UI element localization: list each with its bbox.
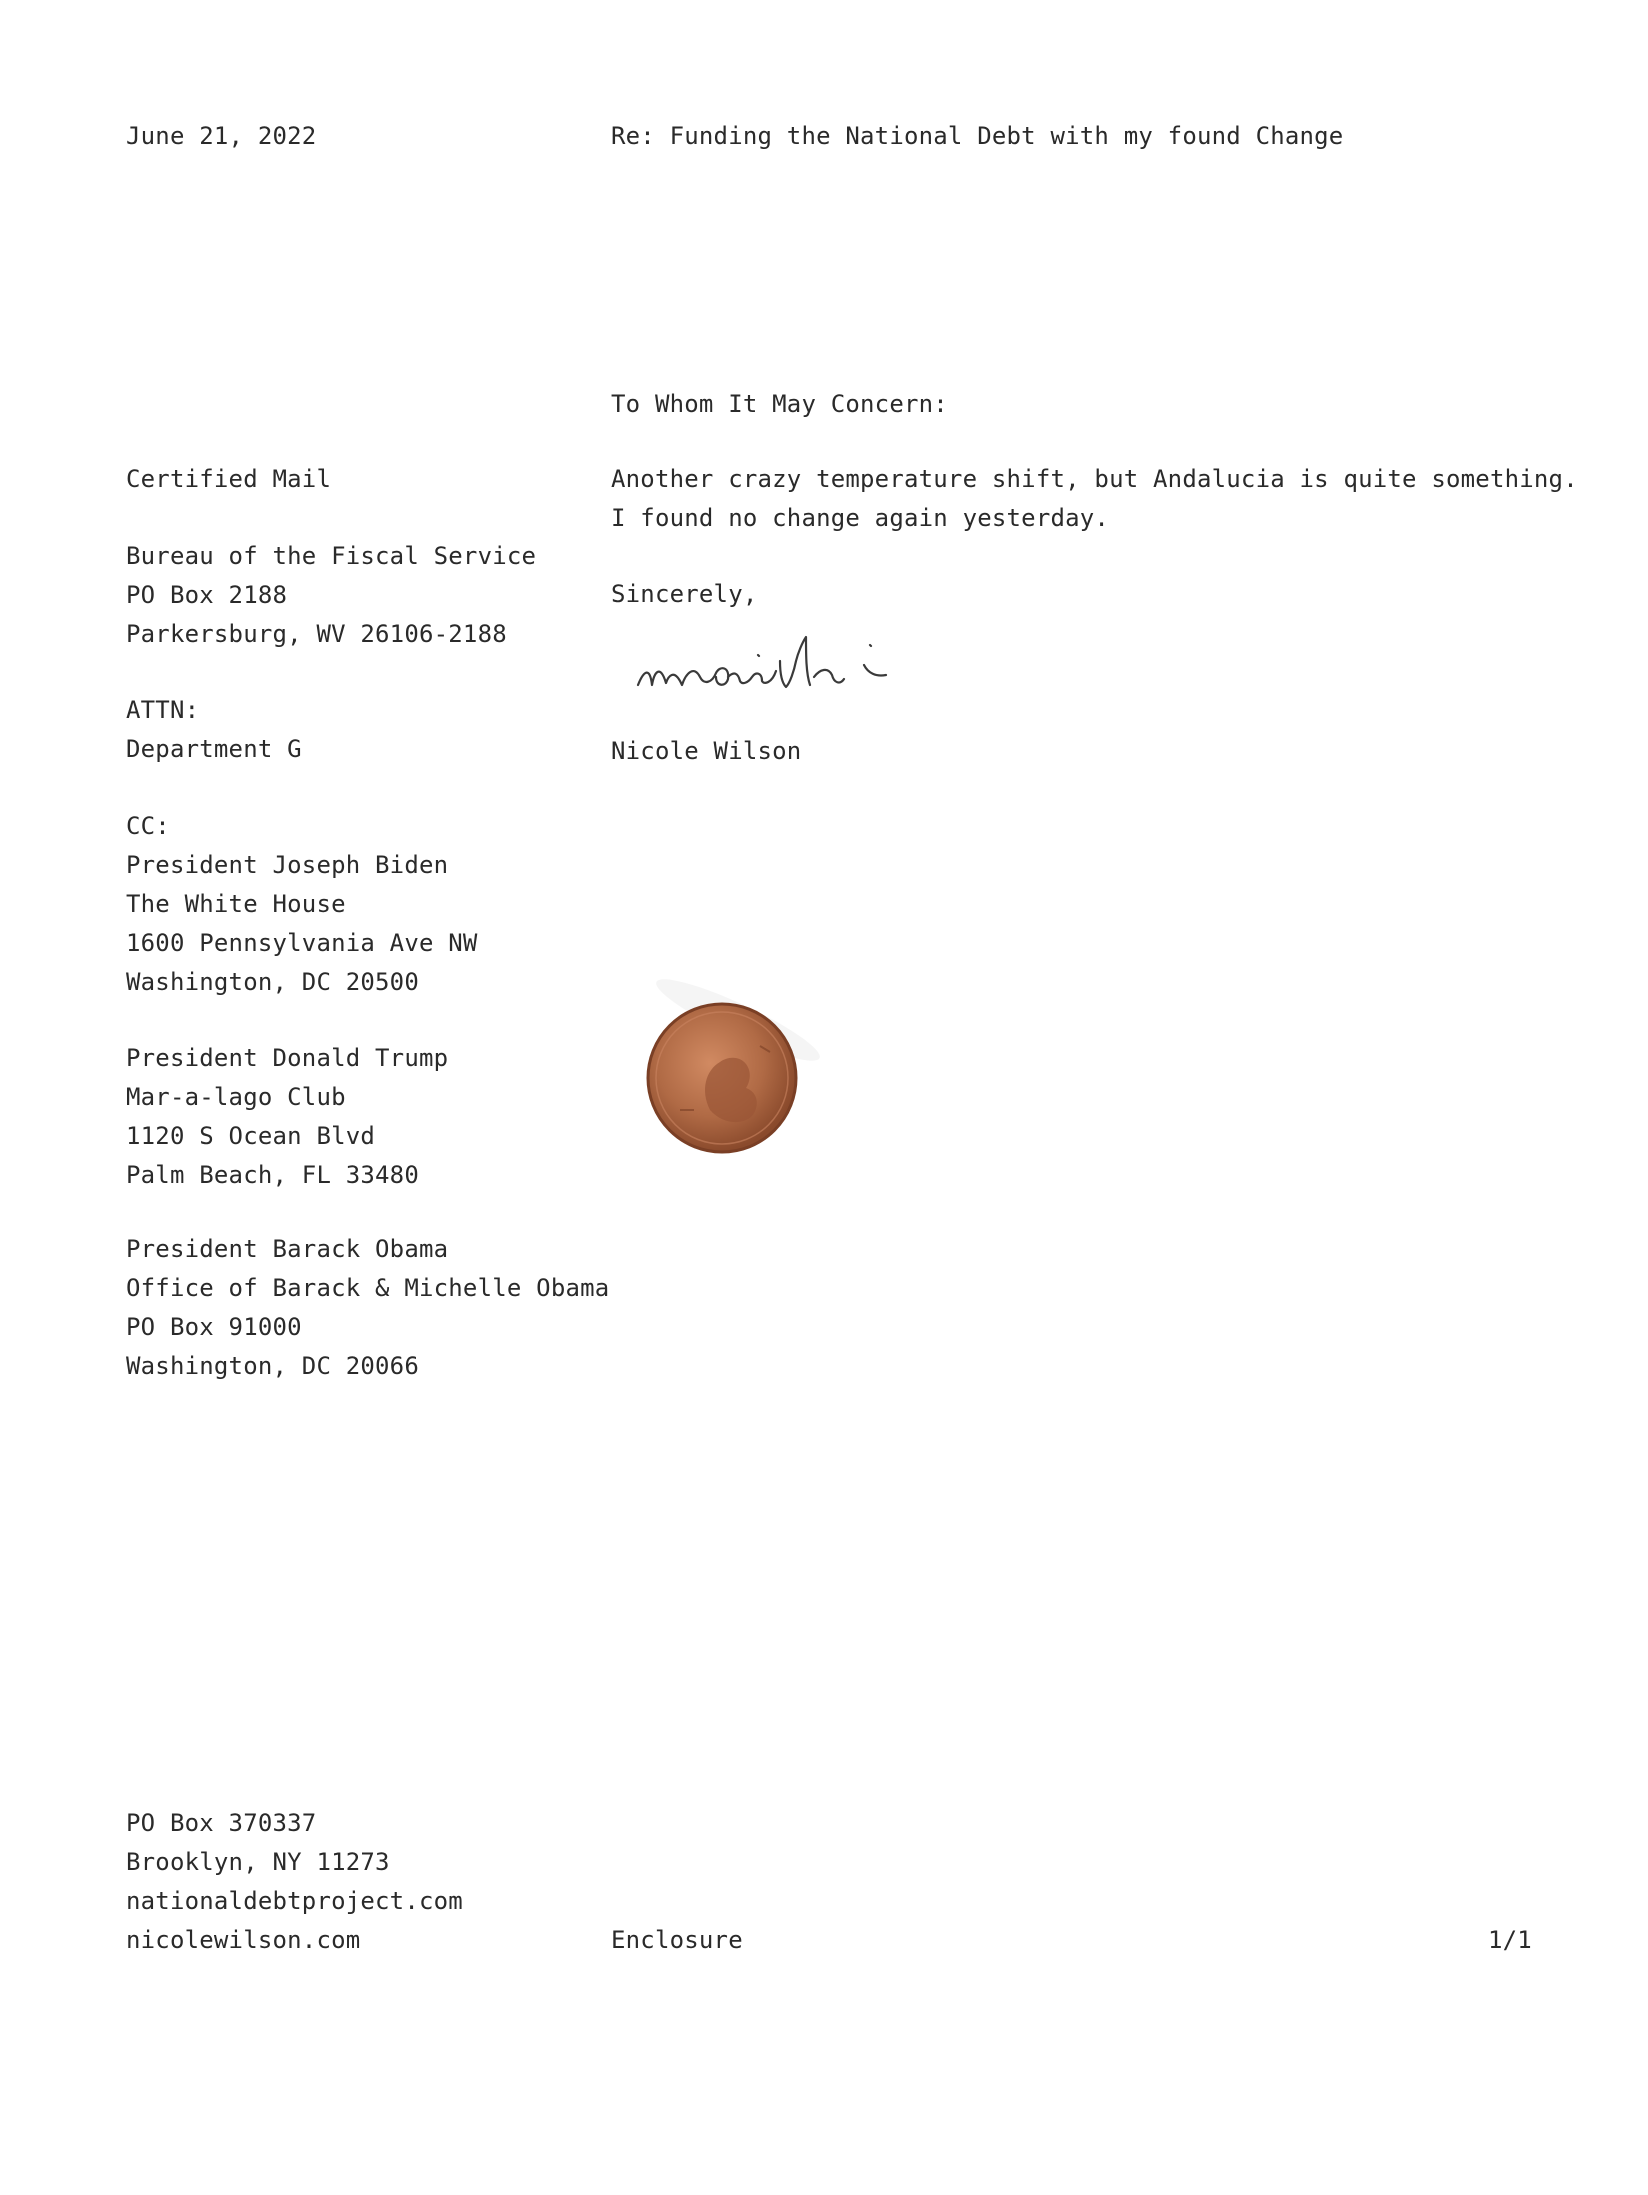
body-line: Another crazy temperature shift, but Andalucia is quite something. [611, 465, 1578, 493]
closing: Sincerely, [611, 580, 758, 608]
cc-line: PO Box 91000 [126, 1313, 302, 1341]
letter-body [611, 460, 1578, 538]
sender-line: nicolewilson.com [126, 1926, 361, 1954]
cc-line: President Joseph Biden [126, 851, 449, 879]
cc-label: CC: [126, 812, 170, 840]
sender-line: PO Box 370337 [126, 1809, 317, 1837]
cc-line: Mar-a-lago Club [126, 1083, 346, 1111]
cc-line: Office of Barack & Michelle Obama [126, 1274, 610, 1302]
letter-date: June 21, 2022 [126, 122, 317, 150]
salutation: To Whom It May Concern: [611, 390, 948, 418]
letter-subject: Re: Funding the National Debt with my found Change [611, 122, 1344, 150]
cc-line: The White House [126, 890, 346, 918]
cc-recipient-trump [126, 1039, 448, 1195]
cc-recipient-obama [126, 1230, 609, 1386]
attn-block [126, 691, 302, 769]
cc-line: President Barack Obama [126, 1235, 449, 1263]
penny-image [620, 960, 840, 1180]
mail-method: Certified Mail [126, 465, 332, 493]
recipient-address [126, 537, 536, 654]
attn-label: ATTN: [126, 696, 200, 724]
sender-address [126, 1804, 463, 1960]
cc-block [126, 807, 478, 1002]
cc-line: Washington, DC 20066 [126, 1352, 419, 1380]
sender-line: Brooklyn, NY 11273 [126, 1848, 390, 1876]
recipient-line: Bureau of the Fiscal Service [126, 542, 537, 570]
cc-line: Washington, DC 20500 [126, 968, 419, 996]
cc-line: Palm Beach, FL 33480 [126, 1161, 419, 1189]
cc-line: President Donald Trump [126, 1044, 449, 1072]
cc-line: 1120 S Ocean Blvd [126, 1122, 376, 1150]
recipient-line: Parkersburg, WV 26106-2188 [126, 620, 507, 648]
signer-name: Nicole Wilson [611, 737, 802, 765]
body-line: I found no change again yesterday. [611, 504, 1110, 532]
recipient-line: PO Box 2188 [126, 581, 288, 609]
page-number: 1/1 [1488, 1926, 1532, 1954]
sender-line: nationaldebtproject.com [126, 1887, 463, 1915]
enclosure-note: Enclosure [611, 1926, 743, 1954]
signature-image [630, 615, 950, 715]
cc-line: 1600 Pennsylvania Ave NW [126, 929, 478, 957]
attn-value: Department G [126, 735, 302, 763]
